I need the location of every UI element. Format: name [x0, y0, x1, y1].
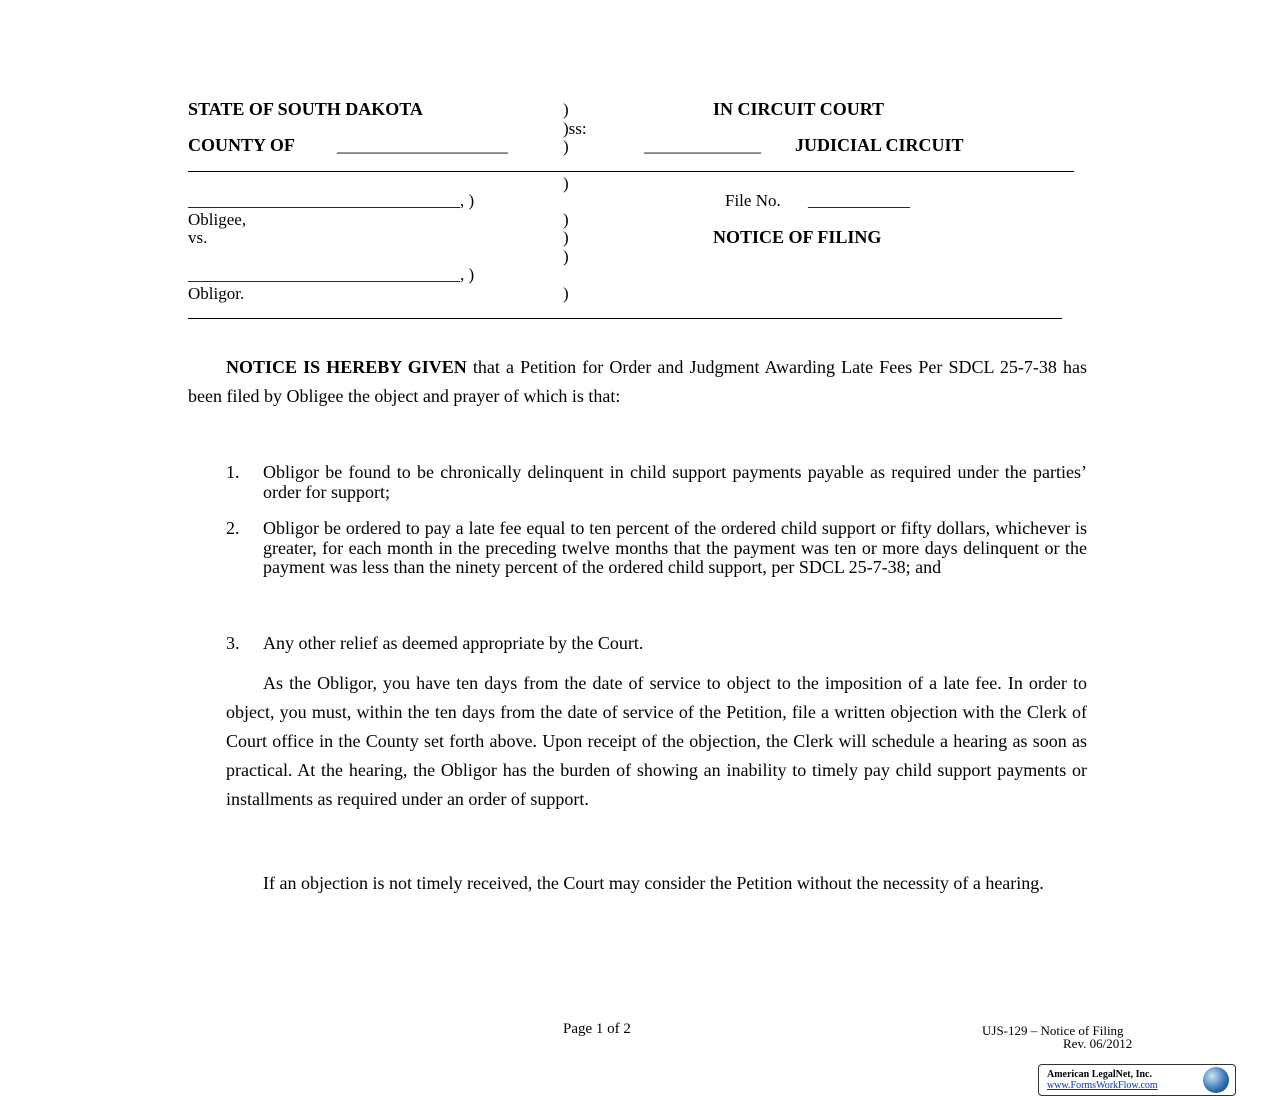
- list-item-number: 3.: [226, 633, 240, 653]
- obligee-label: Obligee,: [188, 210, 247, 229]
- circuit-label: JUDICIAL CIRCUIT: [795, 135, 964, 155]
- globe-icon: [1203, 1067, 1229, 1093]
- notice-title: NOTICE OF FILING: [713, 227, 882, 247]
- caption-paren-ss: )ss:: [563, 119, 587, 138]
- form-id: UJS-129 – Notice of Filing: [982, 1023, 1124, 1038]
- state-label: STATE OF SOUTH DAKOTA: [188, 99, 423, 119]
- caption-bottom-rule: [188, 318, 1062, 319]
- caption-paren: ): [563, 247, 569, 266]
- logo-company-name: American LegalNet, Inc.: [1047, 1069, 1152, 1080]
- revision-date: Rev. 06/2012: [1063, 1036, 1133, 1051]
- court-label: IN CIRCUIT COURT: [713, 99, 885, 119]
- list-item-text: Obligor be found to be chronically delinquent in child support payments payable as required under the parties’ order for support;: [263, 462, 1087, 502]
- list-item-text: Obligor be ordered to pay a late fee equal to ten percent of the ordered child support or fifty dollars, whichever is greater, for each month in the preceding twelve months that the payment was ten or more days delinquent or the payment was less than the ninety percent of the ordered child support, per SDCL 25-7-38; and: [263, 518, 1087, 577]
- caption-paren: ): [563, 174, 569, 193]
- intro-bold: NOTICE IS HEREBY GIVEN: [226, 357, 467, 377]
- intro-rest: that a Petition for Order and Judgment Awarding Late Fees Per SDCL 25-7-38 has been filed by Obligee the object and prayer of which is that:: [188, 357, 1088, 406]
- no-objection-paragraph: If an objection is not timely received, the Court may consider the Petition without the necessity of a hearing.: [263, 873, 1044, 893]
- county-blank: ___________________: [337, 135, 508, 155]
- file-no-label: File No.: [725, 191, 781, 210]
- caption-paren: ): [563, 284, 569, 303]
- circuit-blank: _____________: [644, 135, 761, 155]
- list-item-number: 2.: [226, 518, 240, 538]
- caption-top-rule: [188, 171, 1074, 172]
- file-no-blank: ____________: [808, 191, 910, 210]
- intro-paragraph: [188, 353, 1087, 411]
- county-label: COUNTY OF: [188, 135, 295, 155]
- list-item-text: Any other relief as deemed appropriate by the Court.: [263, 633, 644, 653]
- obligor-label: Obligor.: [188, 284, 245, 303]
- caption-paren: ): [563, 137, 569, 156]
- vs-label: vs.: [188, 228, 208, 247]
- caption-paren: ): [563, 210, 569, 229]
- caption-paren: ): [563, 228, 569, 247]
- page-number: Page 1 of 2: [563, 1021, 631, 1037]
- list-item-number: 1.: [226, 462, 240, 482]
- obligee-name-blank: ________________________________, ): [188, 191, 475, 210]
- logo-website-link[interactable]: www.FormsWorkFlow.com: [1047, 1080, 1158, 1091]
- objection-paragraph: As the Obligor, you have ten days from the date of service to object to the imposition of a late fee. In order to object, you must, within the ten days from the date of service of the Petition, file a written objection with the Clerk of Court office in the County set forth above. Upon receipt of the objection, the Clerk will schedule a hearing as soon as practical. At the hearing, the Obligor has the burden of showing an inability to timely pay child support payments or installments as required under an order of support.: [226, 673, 1087, 809]
- american-legalnet-logo[interactable]: [1038, 1064, 1236, 1096]
- obligor-name-blank: ________________________________, ): [188, 265, 475, 284]
- caption-paren: ): [563, 100, 569, 119]
